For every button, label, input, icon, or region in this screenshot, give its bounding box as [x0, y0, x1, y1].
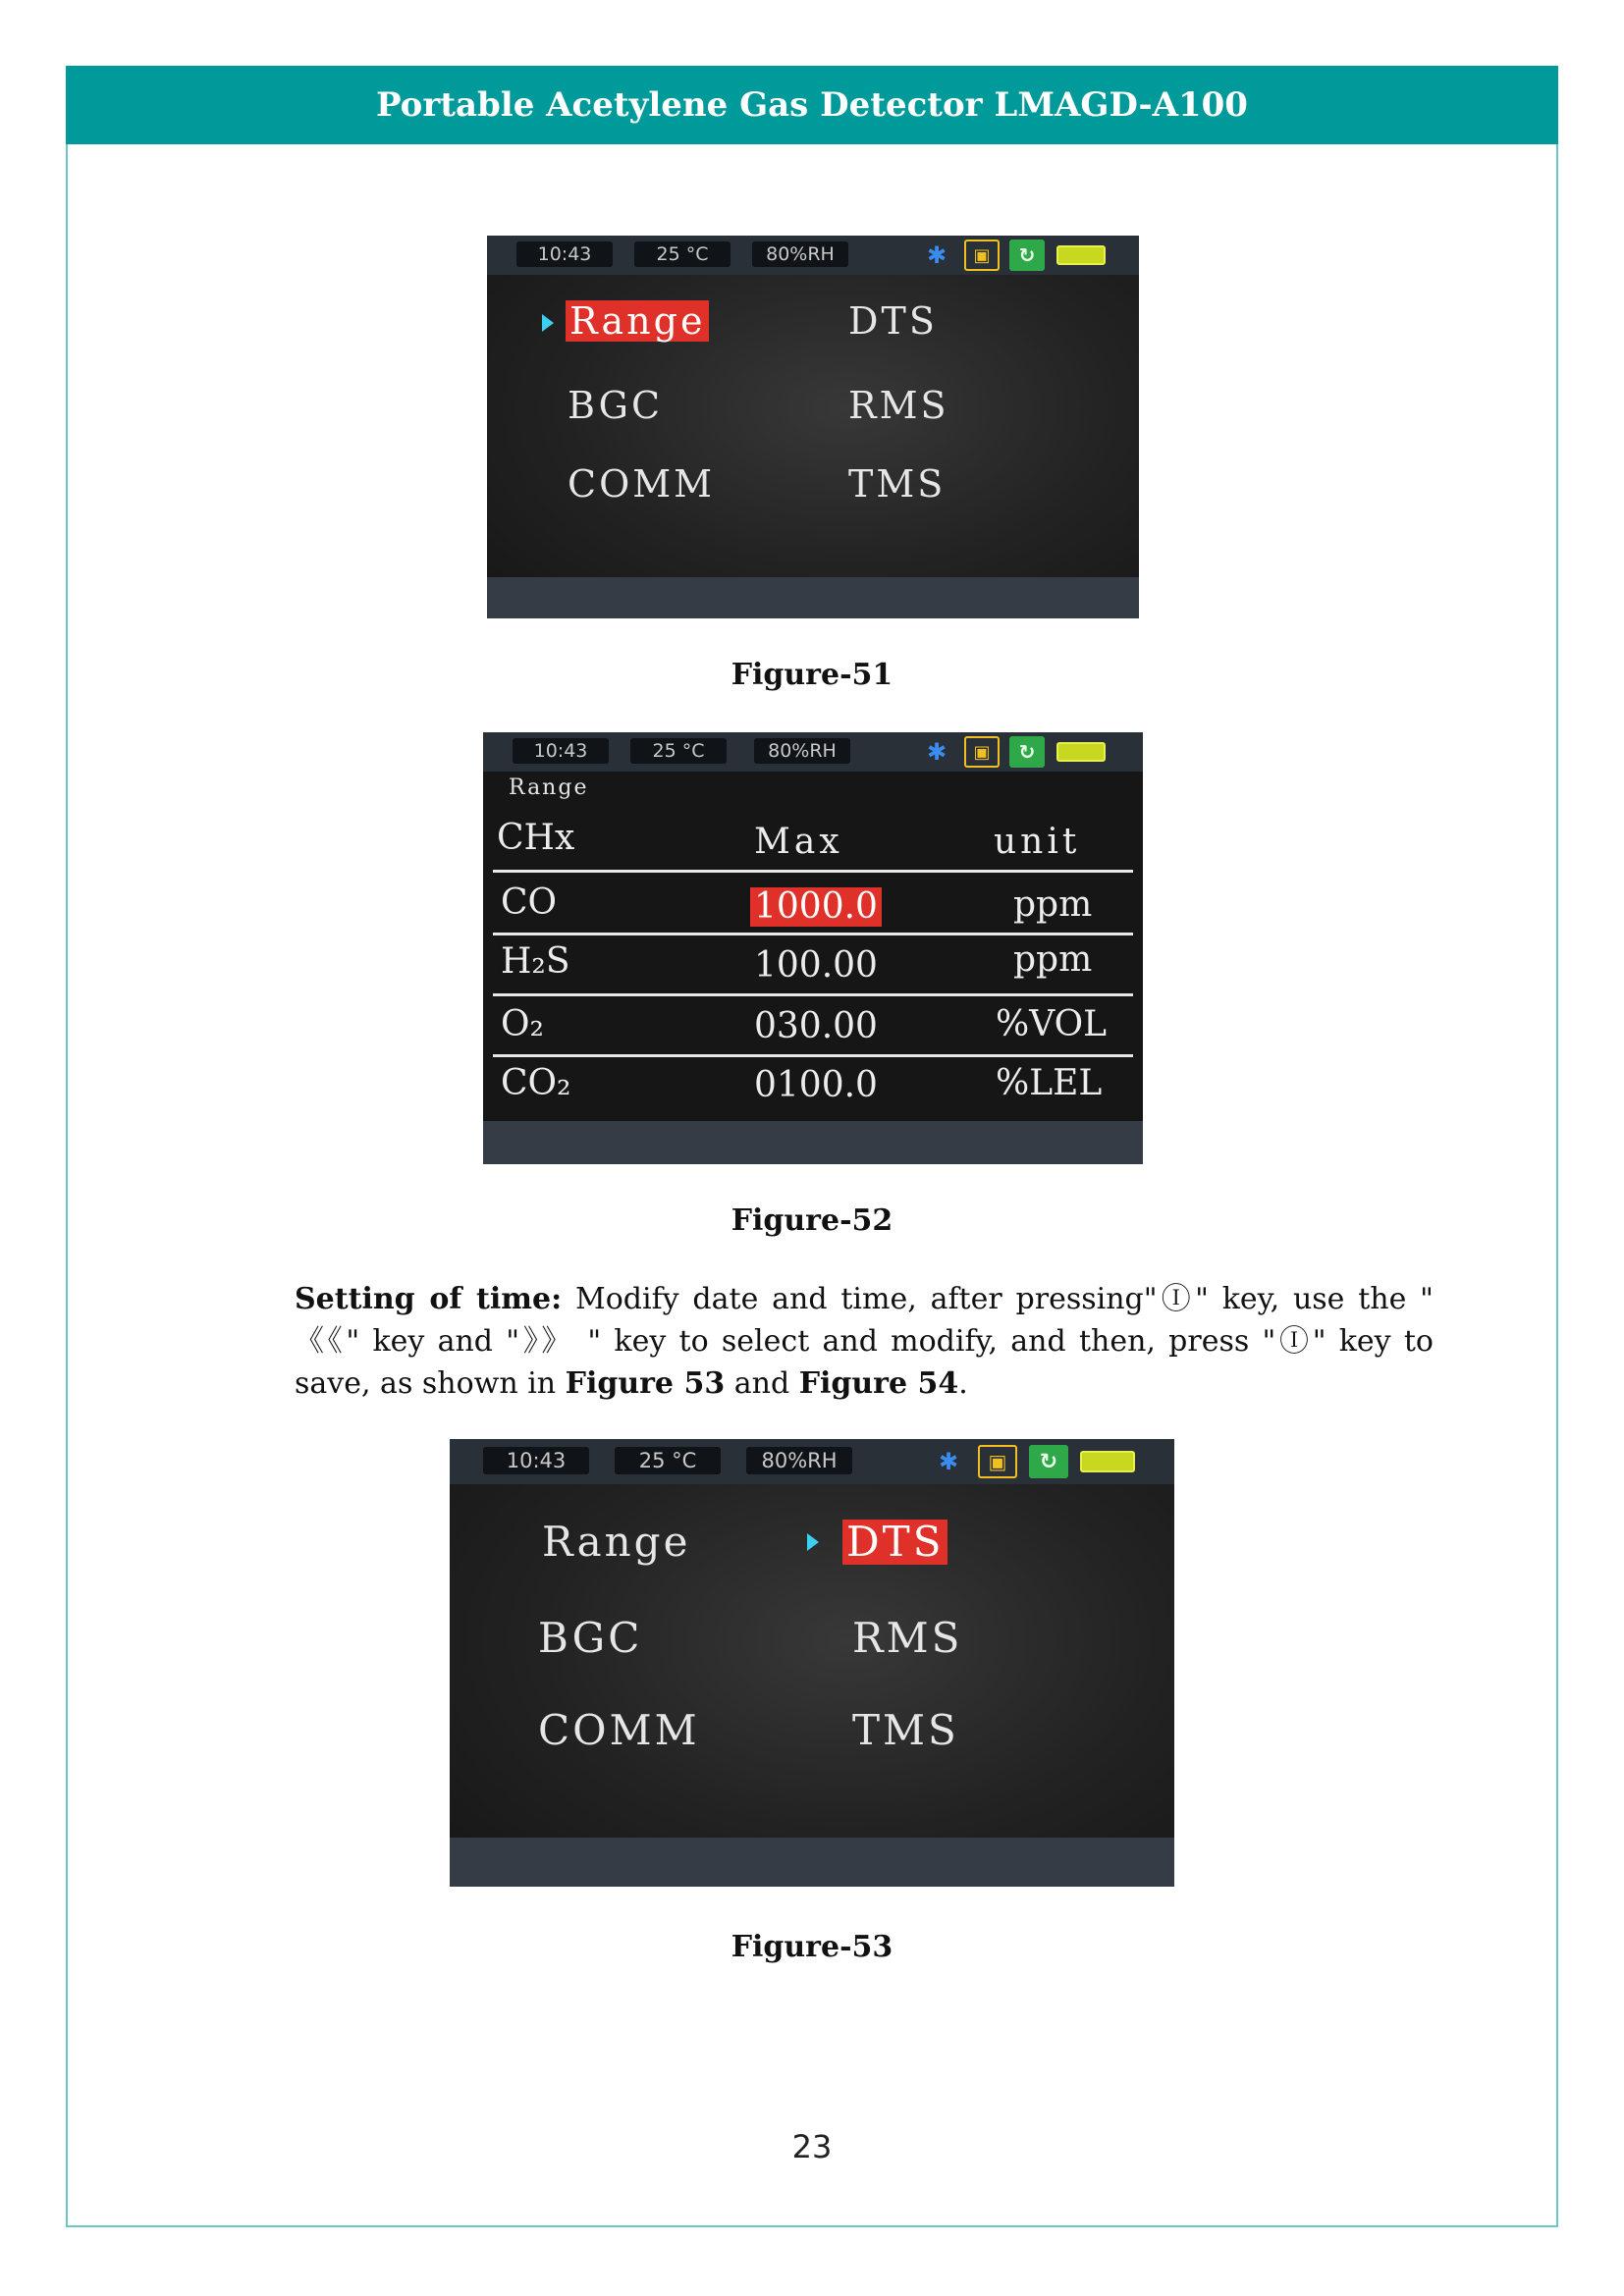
- time-display: 10:43: [513, 738, 609, 764]
- document-title: Portable Acetylene Gas Detector LMAGD-A100: [376, 85, 1248, 125]
- save-icon: ▣: [964, 240, 1000, 271]
- table-divider: [493, 1054, 1133, 1057]
- save-icon: ▣: [978, 1445, 1017, 1478]
- row-unit-co2: %LEL: [996, 1063, 1103, 1103]
- paragraph-text: and: [725, 1366, 799, 1401]
- screen-bottom-bar: [450, 1838, 1174, 1887]
- screen-bottom-bar: [483, 1121, 1143, 1164]
- menu-item-comm[interactable]: COMM: [538, 1706, 700, 1754]
- selection-cursor-icon: [542, 314, 554, 332]
- header-gas: CHx: [497, 818, 575, 858]
- humidity-display: 80%RH: [752, 241, 848, 267]
- figure-52-caption: Figure-52: [731, 1203, 893, 1238]
- menu-item-comm[interactable]: COMM: [568, 462, 716, 506]
- battery-icon: [1056, 742, 1106, 762]
- menu-item-rms[interactable]: RMS: [848, 384, 949, 427]
- humidity-display: 80%RH: [754, 738, 850, 764]
- menu-item-tms[interactable]: TMS: [848, 462, 947, 506]
- figure-53-screen: [450, 1439, 1174, 1887]
- figure-51-screen: [487, 236, 1139, 618]
- figure-54-reference: Figure 54: [798, 1366, 959, 1401]
- figure-51-caption: Figure-51: [731, 658, 893, 692]
- table-divider: [493, 870, 1133, 873]
- time-display: 10:43: [483, 1447, 589, 1474]
- row-gas-co: CO: [501, 882, 558, 923]
- row-gas-o2: O₂: [501, 1004, 544, 1044]
- menu-item-range[interactable]: Range: [542, 1518, 691, 1566]
- recycle-icon: ↻: [1009, 736, 1045, 768]
- status-bar: [483, 732, 1143, 772]
- document-header: [66, 66, 1558, 144]
- row-max-o2[interactable]: 030.00: [754, 1006, 878, 1046]
- page-number: 23: [791, 2128, 833, 2165]
- selection-cursor-icon: [807, 1533, 819, 1551]
- temperature-display: 25 °C: [630, 738, 727, 764]
- temperature-display: 25 °C: [634, 241, 731, 267]
- screen-bottom-bar: [487, 577, 1139, 618]
- time-setting-paragraph: [295, 1278, 1434, 1405]
- menu-item-tms[interactable]: TMS: [852, 1706, 959, 1754]
- figure-53-caption: Figure-53: [731, 1930, 893, 1964]
- menu-item-bgc[interactable]: BGC: [538, 1614, 643, 1662]
- menu-item-rms[interactable]: RMS: [852, 1614, 963, 1662]
- row-gas-co2: CO₂: [501, 1063, 571, 1103]
- header-unit: unit: [994, 822, 1081, 862]
- range-screen-title: Range: [509, 775, 589, 800]
- header-max: Max: [754, 822, 843, 862]
- table-divider: [493, 933, 1133, 935]
- recycle-icon: ↻: [1029, 1445, 1068, 1478]
- bluetooth-icon: ✱: [926, 241, 947, 269]
- humidity-display: 80%RH: [746, 1447, 852, 1474]
- battery-icon: [1080, 1451, 1135, 1472]
- row-max-h2s[interactable]: 100.00: [754, 945, 878, 986]
- time-display: 10:43: [516, 241, 613, 267]
- paragraph-label: Setting of time:: [295, 1282, 563, 1316]
- figure-53-reference: Figure 53: [565, 1366, 726, 1401]
- row-max-co2[interactable]: 0100.0: [754, 1065, 878, 1105]
- table-divider: [493, 993, 1133, 996]
- save-icon: ▣: [964, 736, 1000, 768]
- paragraph-text: Modify date and time, after pressing"Ⓘ" key, use the " 《《" key and "》》 " key to select and modify, and then, press "Ⓘ" key to save, as shown in: [295, 1282, 1434, 1401]
- recycle-icon: ↻: [1009, 240, 1045, 271]
- bluetooth-icon: ✱: [926, 738, 947, 766]
- status-bar: [450, 1439, 1174, 1484]
- row-unit-h2s: ppm: [1013, 939, 1093, 980]
- row-gas-h2s: H₂S: [501, 941, 570, 982]
- row-max-co[interactable]: 1000.0: [750, 887, 882, 927]
- temperature-display: 25 °C: [615, 1447, 721, 1474]
- status-bar: [487, 236, 1139, 275]
- menu-item-dts[interactable]: DTS: [842, 1520, 947, 1565]
- menu-item-dts[interactable]: DTS: [848, 299, 938, 343]
- menu-item-bgc[interactable]: BGC: [568, 384, 664, 427]
- figure-52-screen: [483, 732, 1143, 1164]
- menu-item-range[interactable]: Range: [566, 300, 709, 342]
- row-unit-co: ppm: [1013, 884, 1093, 925]
- paragraph-text: .: [958, 1366, 968, 1401]
- row-unit-o2: %VOL: [996, 1004, 1107, 1044]
- battery-icon: [1056, 245, 1106, 265]
- bluetooth-icon: ✱: [938, 1448, 959, 1475]
